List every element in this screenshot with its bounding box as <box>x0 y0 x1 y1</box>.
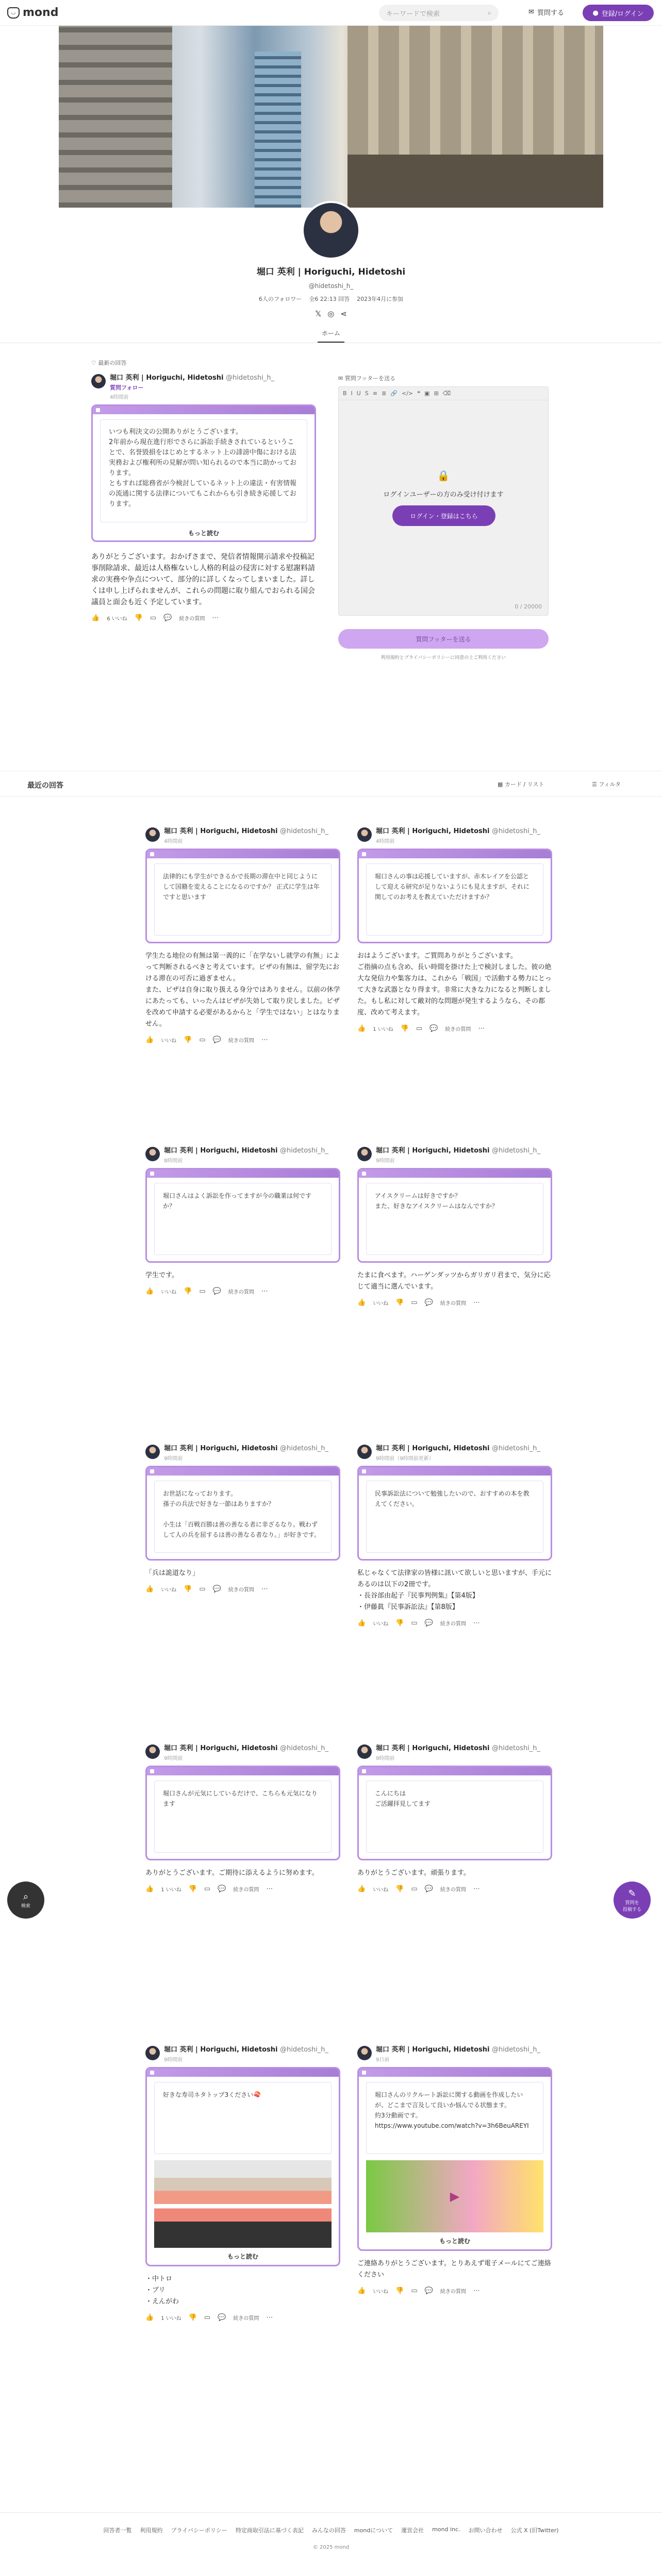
question-card[interactable] <box>145 1766 340 1860</box>
answer-time: 9時間前 <box>164 1456 183 1462</box>
answer-actions: 👍 いいね 👎 ▭ 💬 続きの質問 ⋯ <box>145 1287 268 1295</box>
pinned-answer <box>91 374 316 622</box>
ask-panel <box>338 374 549 660</box>
profile-name: 堀口 英利 | Horiguchi, Hidetoshi <box>256 267 406 277</box>
followers-link[interactable]: 6人のフォロワー <box>258 296 302 302</box>
view-toggle[interactable]: ▦ カード / リスト <box>498 781 544 788</box>
comment-icon[interactable]: ▭ <box>199 1036 206 1044</box>
login-button[interactable]: ● 登録/ログイン <box>583 5 654 21</box>
question-card[interactable] <box>357 2067 552 2251</box>
profile-id: @hidetoshi_h_ <box>308 282 354 290</box>
continue-question-link[interactable]: 続きの質問 <box>233 1887 259 1893</box>
answerer-handle: @hidetoshi_h_ <box>492 2046 541 2054</box>
dislike-icon[interactable]: 👎 <box>395 1619 404 1627</box>
answers-grid <box>0 796 662 2512</box>
pinned-label: ♡ 最新の回答 <box>91 360 127 366</box>
answerer-handle: @hidetoshi_h_ <box>280 827 329 835</box>
recent-answers-header <box>0 771 662 796</box>
continue-question-link[interactable]: 続きの質問 <box>179 616 205 622</box>
avatar[interactable] <box>357 2046 372 2060</box>
answerer-name[interactable]: 堀口 英利 | Horiguchi, Hidetoshi <box>164 827 278 835</box>
footer-link[interactable]: mondについて <box>354 2527 393 2534</box>
answer-text: おはようございます。ご質問ありがとうございます。 ご指摘の点も含め、長い時間を掛けた上で検討しました。彼の絶大な発信力や集客力は、これから「戦国」で活動する勢力にとって大きな武器となり得ます。非常に大きな力になると判断しました。もし私に対して敵対的な問題が発生するようなら、その都度、改めて考えます。 <box>357 952 552 1016</box>
comment-icon[interactable]: ▭ <box>411 1299 418 1307</box>
question-text: こんにちは ご活躍拝見してます <box>366 1781 543 1853</box>
question-card[interactable] <box>145 849 340 943</box>
dislike-icon[interactable]: 👎 <box>134 614 143 622</box>
answer-time: 4時間前 <box>164 839 183 844</box>
avatar[interactable] <box>145 1147 160 1161</box>
answer-time: 9時間前 <box>164 2057 183 2063</box>
answer-stats: 全6 22:13 回答 <box>309 296 350 302</box>
like-icon[interactable]: 👍 <box>357 1025 366 1032</box>
dislike-icon[interactable]: 👎 <box>188 2314 197 2321</box>
char-count: 0 / 20000 <box>515 603 542 610</box>
continue-icon[interactable]: 💬 <box>218 1885 226 1893</box>
read-more-button[interactable]: もっと読む <box>227 2253 258 2260</box>
more-icon[interactable]: ⋯ <box>473 1299 480 1307</box>
answer-text: 「兵は詭道なり」 <box>145 1569 200 1577</box>
answer-time: 9時間前 <box>376 1756 395 1761</box>
continue-icon[interactable]: 💬 <box>212 1036 221 1044</box>
terms-text: 利用規約とプライバシーポリシーに同意の上ご利用ください <box>380 655 506 660</box>
like-icon[interactable]: 👍 <box>357 2287 366 2295</box>
continue-question-link[interactable]: 続きの質問 <box>233 2316 259 2321</box>
answer-text: ありがとうございます。頑張ります。 <box>357 1869 470 1877</box>
answer-text: ありがとうございます。おかげさまで、発信者情報開示請求や投稿記事削除請求、最近は人格権ないし人格的利益の侵害に対する慰謝料請求の実務や争点について、部分的に詳しくなってしまいました。詳しくは申し上げられませんが、これらの問題に取り組んでおられる国会議員と面会も近く予定しています。 <box>91 553 315 606</box>
answerer-name[interactable]: 堀口 英利 | Horiguchi, Hidetoshi <box>376 1445 490 1452</box>
like-icon[interactable]: 👍 <box>145 1036 154 1044</box>
continue-question-link[interactable]: 続きの質問 <box>228 1038 254 1044</box>
question-text: 民事訴訟法について勉強したいので、おすすめの本を教えてください。 <box>366 1481 543 1553</box>
answer-card <box>357 2046 552 2295</box>
answerer-name[interactable]: 堀口 英利 | Horiguchi, Hidetoshi <box>376 827 490 835</box>
answer-text: 私じゃなくて法律家の皆様に訊いて欲しいと思いますが、手元にあるのは以下の2冊です。 ・長谷部由起子『民事判例集』【第4版】 ・伊藤眞『民事訴訟法』【第8版】 <box>357 1569 552 1611</box>
answerer-handle: @hidetoshi_h_ <box>280 2046 329 2054</box>
question-card[interactable] <box>357 1168 552 1263</box>
comment-icon[interactable]: ▭ <box>204 1885 211 1893</box>
more-icon[interactable]: ⋯ <box>261 1036 268 1044</box>
dislike-icon[interactable]: 👎 <box>184 1585 192 1593</box>
avatar[interactable] <box>145 1445 160 1459</box>
social-links <box>0 309 662 318</box>
footer-link[interactable]: 公式 X (旧Twitter) <box>510 2527 559 2534</box>
question-card[interactable] <box>145 1466 340 1561</box>
answerer-name[interactable]: 堀口 英利 | Horiguchi, Hidetoshi <box>164 1744 278 1752</box>
answerer-handle: @hidetoshi_h_ <box>492 1744 541 1752</box>
avatar[interactable] <box>145 1744 160 1759</box>
answer-card <box>357 1445 552 1627</box>
like-icon[interactable]: 👍 <box>145 1585 154 1593</box>
continue-icon[interactable]: 💬 <box>163 614 172 622</box>
answer-actions: 👍 いいね 👎 ▭ 💬 続きの質問 ⋯ <box>357 1299 480 1307</box>
answerer-name[interactable]: 堀口 英利 | Horiguchi, Hidetoshi <box>164 1147 278 1155</box>
dislike-icon[interactable]: 👎 <box>188 1885 197 1893</box>
footer-link[interactable]: 運営会社 <box>401 2527 424 2534</box>
answer-actions: 👍 いいね 👎 ▭ 💬 続きの質問 ⋯ <box>145 1585 268 1593</box>
sushi-image <box>154 2160 332 2248</box>
search-icon: ⌕ <box>23 1891 29 1902</box>
lock-icon: 🔒 <box>437 469 450 482</box>
profile-tabs <box>0 327 662 343</box>
footer-link[interactable]: 特定商取引法に基づく表記 <box>235 2527 304 2534</box>
continue-question-link[interactable]: 続きの質問 <box>440 1301 466 1307</box>
share-icon[interactable]: ⋖ <box>340 309 347 318</box>
answer-card <box>357 1744 552 1893</box>
footer-link[interactable]: みんなの回答 <box>311 2527 346 2534</box>
more-icon[interactable]: ⋯ <box>266 2314 273 2321</box>
dislike-icon[interactable]: 👎 <box>395 1299 404 1307</box>
continue-icon[interactable]: 💬 <box>212 1287 221 1295</box>
footer-link[interactable]: 利用規約 <box>140 2527 163 2534</box>
login-register-button[interactable]: ログイン・登録はこちら <box>392 505 495 526</box>
x-icon[interactable]: 𝕏 <box>315 309 322 318</box>
video-thumbnail[interactable]: ▶ <box>366 2160 543 2232</box>
answer-time: 9日前 <box>376 2057 390 2063</box>
section-title: 最近の回答 <box>27 782 63 790</box>
avatar[interactable] <box>145 827 160 842</box>
more-icon[interactable]: ⋯ <box>266 1885 273 1893</box>
question-text: 堀口さんが元気にしているだけで、こちらも元気になります <box>154 1781 332 1853</box>
answerer-handle: @hidetoshi_h_ <box>492 827 541 835</box>
avatar[interactable] <box>357 1147 372 1161</box>
answer-text: ・中トロ ・ブリ ・えんがわ <box>145 2275 179 2306</box>
comment-icon[interactable]: ▭ <box>199 1585 206 1593</box>
continue-question-link[interactable]: 続きの質問 <box>440 2289 466 2295</box>
comment-icon[interactable]: ▭ <box>411 2287 418 2295</box>
answer-time: 9時間前 <box>376 1158 395 1164</box>
question-text: 法律的にも学生ができるかで長期の滞在中と同じようにして国籍を変えることになるのですか？ 正式に学生は年ですと思います <box>154 863 332 936</box>
answer-text: たまに食べます。ハーゲンダッツからガリガリ君まで、気分に応じて適当に選んでいます。 <box>357 1272 551 1291</box>
answer-actions: 👍 いいね 👎 ▭ 💬 続きの質問 ⋯ <box>357 2287 480 2295</box>
answerer-name[interactable]: 堀口 英利 | Horiguchi, Hidetoshi <box>164 1445 278 1452</box>
like-icon[interactable]: 👍 <box>145 1287 154 1295</box>
cover-image <box>59 26 603 208</box>
answerer-name[interactable]: 堀口 英利 | Horiguchi, Hidetoshi <box>110 374 224 382</box>
question-card[interactable] <box>91 404 316 542</box>
answer-card <box>145 1147 340 1295</box>
copyright: © 2025 mond <box>312 2545 350 2550</box>
answerer-handle: @hidetoshi_h_ <box>492 1445 541 1452</box>
answer-time: 4時間前 <box>110 395 129 400</box>
logo[interactable]: ◡ mond <box>7 6 58 19</box>
dislike-icon[interactable]: 👎 <box>395 1885 404 1893</box>
footer-link[interactable]: プライバシーポリシー <box>171 2527 227 2534</box>
continue-icon[interactable]: 💬 <box>218 2314 226 2321</box>
logo-icon: ◡ <box>7 7 20 19</box>
filter-button[interactable]: ☰ フィルタ <box>592 781 621 788</box>
answer-text: 学生たる地位の有無は第一義的に「在学ないし就学の有無」によって判断されるべきと考えています。ビザの有無は、留学先における滞在の可否に過ぎません。 また、ビザは自身に取り扱える身分ではありません。以前の休学にあたっても、いったんはビザが失効して取り戻しました。ビザを改めて申請する必要があるからと「学生ではない」とはなりません。 <box>145 952 340 1028</box>
question-text: 堀口さんのリクルート訴訟に関する動画を作成したいが、どこまで言及して良いか悩んでる状態ます。 約3分動画です。 https://www.youtube.com/watch?v=3h6BeuAREYI <box>366 2082 543 2154</box>
send-question-button[interactable]: 質問フッターを送る <box>338 629 549 649</box>
answer-time: 8時間前 <box>164 1158 183 1164</box>
answer-text: ご連絡ありがとうございます。とりあえず電子メールにてご連絡ください <box>357 2260 551 2279</box>
answer-text: 学生です。 <box>145 1272 178 1279</box>
question-text: 好きな寿司ネタトップ3ください🍣 <box>154 2082 332 2154</box>
comment-icon[interactable]: ▭ <box>411 1619 418 1627</box>
ask-fab[interactable]: ✎ 質問を 投稿する <box>614 1882 651 1919</box>
top-header <box>0 0 662 26</box>
more-icon[interactable]: ⋯ <box>473 1885 480 1893</box>
instagram-icon[interactable]: ◎ <box>327 309 335 318</box>
profile-avatar <box>302 201 360 260</box>
ask-header: ✉ 質問フッターを送る <box>338 375 395 382</box>
answer-time: 4時間前 <box>376 839 395 844</box>
question-card[interactable] <box>357 1466 552 1561</box>
avatar[interactable] <box>357 827 372 842</box>
follow-button[interactable]: 質問フォロー <box>110 384 144 391</box>
footer <box>0 2512 662 2550</box>
answer-actions: 👍 いいね 👎 ▭ 💬 続きの質問 ⋯ <box>145 1036 268 1044</box>
profile-stats <box>0 295 662 303</box>
avatar[interactable] <box>357 1744 372 1759</box>
question-card[interactable] <box>357 849 552 943</box>
answer-time: 9時間前（9時間前更新） <box>376 1456 434 1462</box>
dislike-icon[interactable]: 👎 <box>184 1287 192 1295</box>
answerer-name[interactable]: 堀口 英利 | Horiguchi, Hidetoshi <box>376 1147 490 1155</box>
continue-question-link[interactable]: 続きの質問 <box>228 1290 254 1295</box>
answer-actions: 👍 1 いいね 👎 ▭ 💬 続きの質問 ⋯ <box>145 2314 273 2321</box>
ask-question-link[interactable]: ✉ 質問する <box>528 8 564 17</box>
answer-card <box>145 2046 340 2321</box>
continue-icon[interactable]: 💬 <box>429 1025 438 1032</box>
answerer-name[interactable]: 堀口 英利 | Horiguchi, Hidetoshi <box>376 1744 490 1752</box>
footer-links <box>0 2526 662 2534</box>
continue-icon[interactable]: 💬 <box>424 1299 433 1307</box>
answer-actions: 👍 1 いいね 👎 ▭ 💬 続きの質問 ⋯ <box>357 1025 485 1032</box>
heart-icon: ♡ <box>91 360 96 366</box>
pencil-icon: ✎ <box>628 1888 636 1899</box>
comment-icon[interactable]: ▭ <box>416 1025 423 1032</box>
more-icon[interactable]: ⋯ <box>261 1287 268 1295</box>
question-text: 堀口さんはよく訴訟を作ってますが今の職業は何ですか？ <box>154 1183 332 1255</box>
search-fab[interactable]: ⌕ 検索 <box>7 1882 44 1919</box>
search-input[interactable]: キーワードで検索 ⌕ <box>379 5 499 21</box>
read-more-button[interactable]: もっと読む <box>439 2238 470 2245</box>
like-icon[interactable]: 👍 <box>357 1619 366 1627</box>
profile-section <box>0 26 662 343</box>
answerer-handle: @hidetoshi_h_ <box>492 1147 541 1155</box>
avatar[interactable] <box>145 2046 160 2060</box>
question-card[interactable] <box>145 2067 340 2266</box>
answer-card <box>357 827 552 1032</box>
answerer-handle: @hidetoshi_h_ <box>280 1147 329 1155</box>
like-icon[interactable]: 👍 <box>357 1885 366 1893</box>
more-icon[interactable]: ⋯ <box>212 614 219 622</box>
more-icon[interactable]: ⋯ <box>478 1025 485 1032</box>
tab-home[interactable]: ホーム <box>318 327 344 343</box>
like-icon[interactable]: 👍 <box>91 614 100 622</box>
user-icon: ● <box>592 9 599 17</box>
answerer-handle: @hidetoshi_h_ <box>280 1445 329 1452</box>
continue-icon[interactable]: 💬 <box>424 1885 433 1893</box>
answerer-handle: @hidetoshi_h_ <box>226 374 275 382</box>
question-text: 堀口さんの事は応援していますが、赤木レイアを公認として迎える研究が足りないようにも見えますが、それに関してのお考えを教えていただけますか？ <box>366 863 543 936</box>
answer-actions: 👍 1 いいね 👎 ▭ 💬 続きの質問 ⋯ <box>145 1885 273 1893</box>
like-icon[interactable]: 👍 <box>145 1885 154 1893</box>
answer-card <box>145 1744 340 1893</box>
comment-icon[interactable]: ▭ <box>204 2314 211 2321</box>
answer-actions: 👍 6 いいね 👎 ▭ 💬 続きの質問 ⋯ <box>91 614 219 622</box>
filter-icon: ☰ <box>592 781 597 788</box>
answerer-name[interactable]: 堀口 英利 | Horiguchi, Hidetoshi <box>376 2046 490 2054</box>
continue-question-link[interactable]: 続きの質問 <box>440 1887 466 1893</box>
dislike-icon[interactable]: 👎 <box>400 1025 409 1032</box>
question-card[interactable] <box>145 1168 340 1263</box>
question-text: いつも利決文の公開ありがとうございます。 2年前から現在進行形でさらに訴訟手続きされているということで、名誉毀損をはじめとするネット上の誹謗中傷における法実務および権利所の見解が問い知られるので本当に助かっております。 ともすれば総務省が今検討しているネット上の違法・有害情報の流通に関する法律についてもこれからも引き続き応援しております。 <box>100 419 307 522</box>
pinned-area <box>0 343 662 771</box>
dislike-icon[interactable]: 👎 <box>395 2287 404 2295</box>
joined-date: 2023年4月に参加 <box>357 296 404 302</box>
like-icon[interactable]: 👍 <box>357 1299 366 1307</box>
continue-icon[interactable]: 💬 <box>424 2287 433 2295</box>
answer-card <box>145 827 340 1044</box>
continue-icon[interactable]: 💬 <box>424 1619 433 1627</box>
question-card[interactable] <box>357 1766 552 1860</box>
chat-icon: ✉ <box>528 8 534 16</box>
question-text: お世話になっております。 孫子の兵法で好きな一節はありますか？ 小生は「百戦百勝は善の善なる者に非ざるなり。戦わずして人の兵を屈するは善の善なる者なり。」が好きです。 <box>154 1481 332 1553</box>
continue-question-link[interactable]: 続きの質問 <box>228 1587 254 1593</box>
dislike-icon[interactable]: 👎 <box>184 1036 192 1044</box>
more-icon[interactable]: ⋯ <box>473 1619 480 1627</box>
comment-icon[interactable]: ▭ <box>150 614 157 622</box>
question-input[interactable] <box>338 386 549 616</box>
answer-time: 9時間前 <box>164 1756 183 1761</box>
grid-icon: ▦ <box>498 781 503 788</box>
answer-actions: 👍 いいね 👎 ▭ 💬 続きの質問 ⋯ <box>357 1619 480 1627</box>
editor-toolbar: B I U S ≡ ≣ 🔗 </> ❝ ▣ ⊞ ⌫ <box>339 387 548 400</box>
continue-question-link[interactable]: 続きの質問 <box>440 1621 466 1627</box>
continue-icon[interactable]: 💬 <box>212 1585 221 1593</box>
footer-link[interactable]: 回答者一覧 <box>103 2527 132 2534</box>
answerer-handle: @hidetoshi_h_ <box>280 1744 329 1752</box>
avatar[interactable] <box>357 1445 372 1459</box>
more-icon[interactable]: ⋯ <box>261 1585 268 1593</box>
like-icon[interactable]: 👍 <box>145 2314 154 2321</box>
more-icon[interactable]: ⋯ <box>473 2287 480 2295</box>
continue-question-link[interactable]: 続きの質問 <box>445 1027 471 1032</box>
footer-link[interactable]: mond inc. <box>432 2526 460 2533</box>
comment-icon[interactable]: ▭ <box>411 1885 418 1893</box>
footer-link[interactable]: お問い合わせ <box>468 2527 503 2534</box>
read-more-button[interactable]: もっと読む <box>188 530 219 537</box>
question-text: アイスクリームは好きですか？ また、好きなアイスクリームはなんですか？ <box>366 1183 543 1255</box>
answer-text: ありがとうございます。ご期待に添えるように努めます。 <box>145 1869 319 1877</box>
answerer-name[interactable]: 堀口 英利 | Horiguchi, Hidetoshi <box>164 2046 278 2054</box>
comment-icon[interactable]: ▭ <box>199 1287 206 1295</box>
answer-actions: 👍 いいね 👎 ▭ 💬 続きの質問 ⋯ <box>357 1885 480 1893</box>
answer-card <box>357 1147 552 1307</box>
answer-card <box>145 1445 340 1593</box>
login-required-text: ログインユーザーの方のみ受け付けます <box>383 491 504 499</box>
avatar[interactable] <box>91 374 106 388</box>
search-icon: ⌕ <box>487 9 491 17</box>
